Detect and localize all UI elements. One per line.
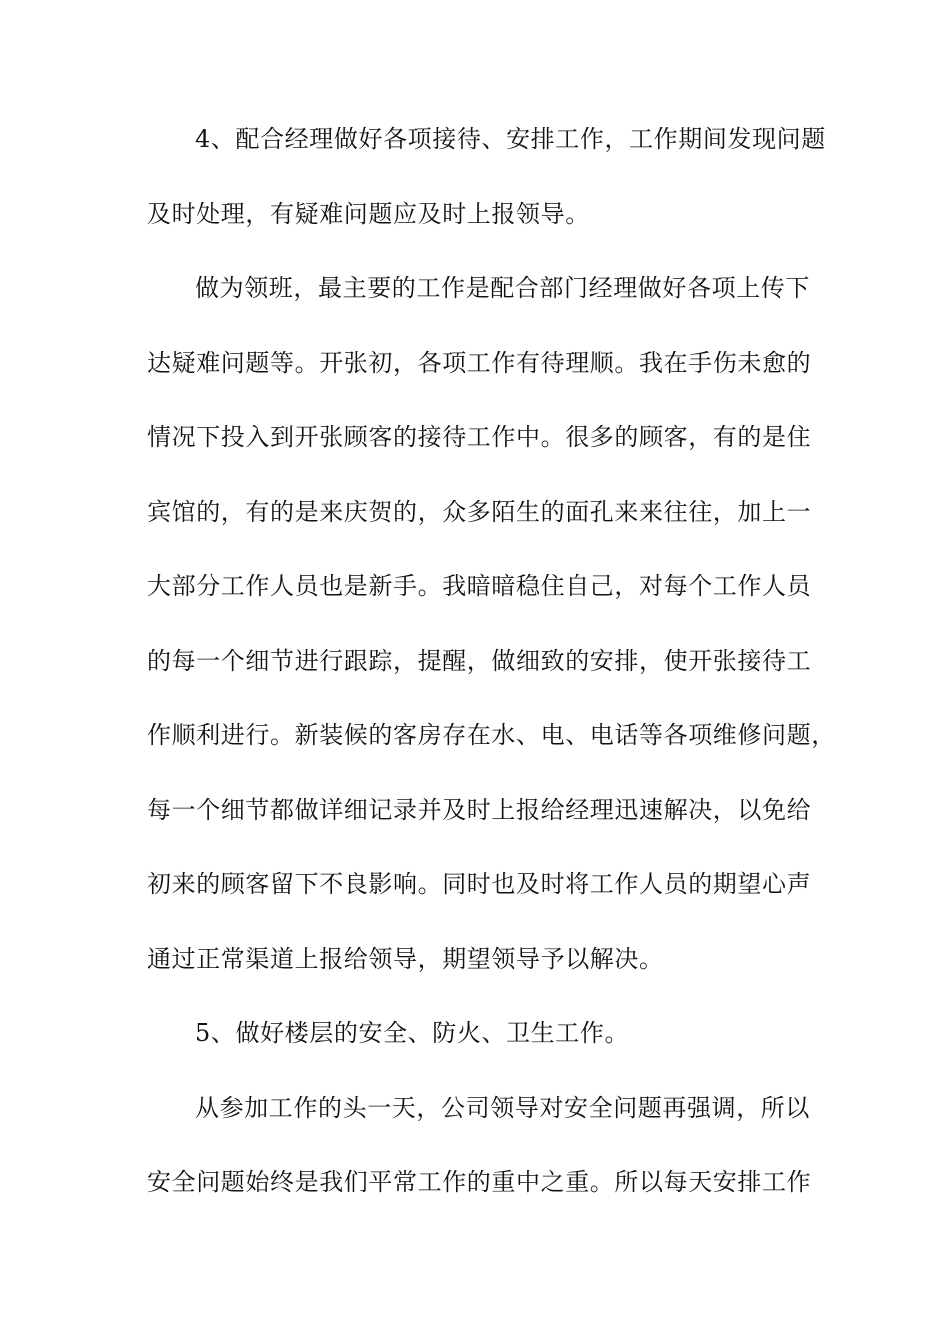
text-line: 达疑难问题等。开张初，各项工作有待理顺。我在手伤未愈的 — [147, 348, 812, 377]
text-line: 及时处理，有疑难问题应及时上报领导。 — [147, 199, 590, 228]
text-line: 从参加工作的头一天，公司领导对安全问题再强调，所以 — [195, 1093, 810, 1122]
text-line: 通过正常渠道上报给领导，期望领导予以解决。 — [147, 944, 664, 973]
text-line: 安全问题始终是我们平常工作的重中之重。所以每天安排工作 — [147, 1168, 812, 1196]
text-line: 初来的顾客留下不良影响。同时也及时将工作人员的期望心声 — [147, 870, 812, 898]
text-line: 做为领班，最主要的工作是配合部门经理做好各项上传下 — [195, 274, 810, 302]
text-line: 的每一个细节进行跟踪，提醒，做细致的安排，使开张接待工 — [147, 646, 812, 675]
text-line: 5、做好楼层的安全、防火、卫生工作。 — [195, 1019, 630, 1047]
text-line: 情况下投入到开张顾客的接待工作中。很多的顾客，有的是住 — [147, 423, 812, 451]
text-line: 每一个细节都做详细记录并及时上报给经理迅速解决，以免给 — [147, 795, 812, 824]
text-line: 作顺利进行。新装候的客房存在水、电、电话等各项维修问题， — [147, 721, 836, 749]
text-line: 大部分工作人员也是新手。我暗暗稳住自己，对每个工作人员 — [147, 572, 812, 600]
body-text — [147, 125, 836, 1245]
text-line: 4、配合经理做好各项接待、安排工作，工作期间发现问题 — [195, 125, 826, 153]
text-line: 宾馆的，有的是来庆贺的，众多陌生的面孔来来往往，加上一 — [147, 497, 812, 526]
